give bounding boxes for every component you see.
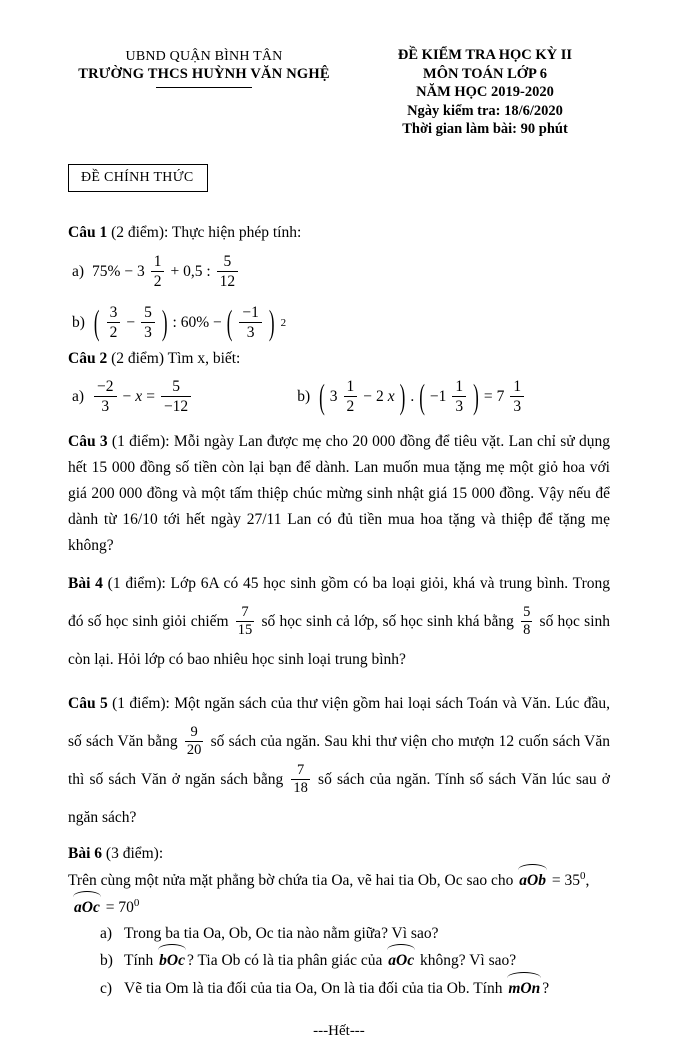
question-1-instruction: (2 điểm): Thực hiện phép tính:	[107, 223, 302, 241]
fraction-numerator: 7	[236, 605, 255, 623]
angle-notation-aOc: aOc	[387, 947, 415, 975]
fraction-denominator: 3	[101, 398, 110, 415]
question-6-number: Bài 6	[68, 844, 103, 862]
question-1-number: Câu 1	[68, 223, 108, 241]
question-1a-expression	[72, 251, 610, 293]
fraction	[510, 378, 524, 416]
angle-notation-aOc: aOc	[73, 894, 101, 921]
question-6-intro-text: Trên cùng một nửa mặt phẳng bờ chứa tia Oa, vẽ hai tia Ob, Oc sao cho	[68, 871, 518, 889]
question-2-instruction: (2 điểm) Tìm x, biết:	[107, 349, 241, 367]
math-variable: x	[387, 387, 395, 405]
math-term: 75% − 3	[92, 262, 145, 280]
fraction-denominator: 3	[455, 398, 464, 415]
fraction-denominator: 2	[153, 273, 162, 290]
fraction-numerator: 5	[217, 253, 239, 272]
fraction-denominator: 2	[109, 324, 118, 341]
question-6b-text: ? Tia Ob có là tia phân giác của	[186, 952, 387, 969]
right-paren: )	[161, 303, 168, 342]
end-marker: ---Hết---	[313, 1023, 365, 1039]
math-operator: −	[363, 387, 373, 405]
fraction	[239, 304, 262, 342]
fraction	[151, 253, 165, 291]
angle-notation-bOc: bOc	[158, 947, 186, 975]
fraction	[344, 378, 358, 416]
item-label: b)	[297, 387, 311, 405]
exam-title-block	[360, 46, 610, 139]
fraction-numerator: 1	[151, 253, 165, 272]
fraction-numerator: −1	[239, 304, 262, 323]
fraction-denominator: 8	[523, 622, 531, 639]
math-term: 7	[496, 387, 505, 405]
school-name: TRƯỜNG THCS HUỲNH VĂN NGHỆ	[78, 66, 330, 82]
math-operator: −	[126, 313, 136, 331]
fraction-denominator: 20	[186, 742, 202, 759]
question-3-number: Câu 3	[68, 432, 108, 450]
fraction-denominator: 18	[293, 780, 308, 797]
question-6c	[100, 975, 610, 1003]
fraction-numerator: 9	[185, 725, 204, 743]
math-variable: x	[135, 387, 143, 405]
angle-notation-mOn: mOn	[507, 975, 541, 1003]
fraction	[161, 378, 191, 416]
question-5	[68, 685, 610, 837]
question-4-text: số học sinh còn lại. Hỏi lớp có bao nhiêu học sinh loại trung bình?	[68, 612, 610, 668]
fraction	[291, 763, 310, 798]
question-6c-text: Vẽ tia Om là tia đối của tia Oa, On là tia đối của tia Ob. Tính	[124, 979, 507, 997]
exam-date: Ngày kiểm tra: 18/6/2020	[407, 102, 563, 119]
fraction-numerator: 5	[521, 605, 532, 623]
math-operator: =	[146, 387, 155, 405]
header-rule	[156, 87, 252, 88]
fraction-numerator: 1	[510, 378, 524, 397]
exam-subject: MÔN TOÁN LỚP 6	[423, 65, 547, 82]
question-1-heading	[68, 224, 610, 242]
left-paren: (	[93, 303, 100, 342]
item-label: a)	[72, 262, 85, 280]
fraction	[217, 253, 239, 291]
fraction-numerator: 1	[452, 378, 466, 397]
fraction	[452, 378, 466, 416]
fraction-numerator: −2	[94, 378, 117, 397]
document-header	[68, 46, 610, 139]
fraction-denominator: 2	[346, 398, 355, 415]
item-label: a)	[100, 924, 113, 942]
left-paren: (	[419, 377, 425, 416]
fraction-denominator: 12	[219, 273, 236, 290]
fraction	[94, 378, 117, 416]
question-6b	[100, 947, 610, 975]
item-label: b)	[100, 952, 113, 969]
question-2-expressions	[72, 375, 610, 419]
school-year: NĂM HỌC 2019-2020	[416, 84, 554, 100]
degree-superscript: 0	[133, 896, 140, 909]
question-5-text: số sách của ngăn. Tính số sách Văn lúc sau ở ngăn sách?	[68, 770, 610, 826]
fraction-numerator: 3	[107, 304, 121, 323]
question-5-number: Câu 5	[68, 694, 108, 712]
exam-duration: Thời gian làm bài: 90 phút	[402, 121, 568, 137]
fraction-numerator: 7	[291, 763, 310, 781]
multiplication-dot: .	[410, 387, 415, 405]
issuing-org-block	[68, 46, 340, 88]
question-6a	[100, 921, 610, 948]
question-6-intro	[68, 867, 610, 921]
math-term: + 0,5 :	[170, 262, 211, 280]
official-exam-badge: ĐỀ CHÍNH THỨC	[68, 164, 208, 192]
question-1b-expression	[72, 300, 610, 346]
item-label: b)	[72, 313, 85, 331]
question-4-text: (1 điểm): Lớp 6A có 45 học sinh gồm có ba loại giỏi, khá và trung bình. Trong đó số học sinh giỏi chiếm	[68, 574, 610, 630]
question-6b-text: không? Vì sao?	[416, 952, 517, 969]
org-parent-name: UBND QUẬN BÌNH TÂN	[125, 49, 283, 64]
fraction-denominator: 3	[513, 398, 522, 415]
question-5-text: (1 điểm): Một ngăn sách của thư viện gồm hai loại sách Toán và Văn. Lúc đầu, số sách Văn bằng	[68, 694, 610, 750]
degree-superscript: 0	[579, 869, 586, 882]
math-term: 3	[329, 387, 338, 405]
question-3	[68, 429, 610, 559]
item-label: c)	[100, 979, 113, 997]
question-6a-text: Trong ba tia Oa, Ob, Oc tia nào nằm giữa? Vì sao?	[124, 924, 439, 942]
left-paren: (	[319, 377, 325, 416]
exponent: 2	[280, 316, 287, 329]
question-6-heading	[68, 845, 610, 863]
exam-title: ĐỀ KIỂM TRA HỌC KỲ II	[397, 47, 573, 63]
fraction-denominator: 15	[237, 622, 253, 639]
question-5-text: số sách của ngăn. Sau khi thư viện cho mượn 12 cuốn sách Văn thì số sách Văn ở ngăn sách bằng	[68, 732, 610, 788]
fraction	[521, 605, 532, 640]
math-term: −1	[429, 387, 447, 405]
angle-value: = 35	[547, 871, 580, 889]
item-label: a)	[72, 387, 85, 405]
question-4-number: Bài 4	[68, 574, 103, 592]
question-6-points: (3 điểm):	[102, 844, 164, 862]
angle-notation-aOb: aOb	[518, 867, 547, 894]
right-paren: )	[399, 377, 406, 416]
question-6b-text: Tính	[124, 952, 158, 969]
fraction-numerator: 5	[161, 378, 191, 397]
fraction-denominator: −12	[163, 398, 189, 415]
fraction	[141, 304, 155, 342]
fraction	[107, 304, 121, 342]
left-paren: (	[226, 303, 233, 342]
question-6c-text: ?	[542, 979, 550, 997]
question-2-heading	[68, 350, 610, 368]
right-paren: )	[473, 377, 479, 416]
math-term: : 60% −	[172, 313, 222, 331]
fraction-denominator: 3	[246, 324, 255, 341]
fraction-numerator: 5	[141, 304, 155, 323]
question-3-text: (1 điểm): Mỗi ngày Lan được mẹ cho 20 000 đồng để tiêu vặt. Lan chỉ sử dụng hết 15 000 đồng số tiền còn lại bạn để dành. Lan muốn mua tặng mẹ một giỏ hoa với giá 200 000 đồng và một tấm thiệp chúc mừng sinh nhật giá 15 000 đồng. Vậy nếu để dành từ 16/10 tới hết ngày 27/11 Lan có đủ tiền mua hoa tặng và thiệp để tặng mẹ không?	[68, 432, 610, 554]
right-paren: )	[268, 303, 275, 342]
question-2-number: Câu 2	[68, 349, 108, 367]
fraction-denominator: 3	[144, 324, 152, 341]
question-4	[68, 565, 610, 679]
angle-value: = 70	[101, 898, 134, 916]
question-4-text: số học sinh cả lớp, số học sinh khá bằng	[257, 612, 519, 630]
math-operator: −	[122, 387, 132, 405]
comma: ,	[585, 871, 590, 889]
math-term: 2	[376, 387, 384, 405]
math-operator: =	[483, 387, 493, 405]
fraction-numerator: 1	[344, 378, 358, 397]
fraction	[185, 725, 204, 760]
fraction	[236, 605, 255, 640]
